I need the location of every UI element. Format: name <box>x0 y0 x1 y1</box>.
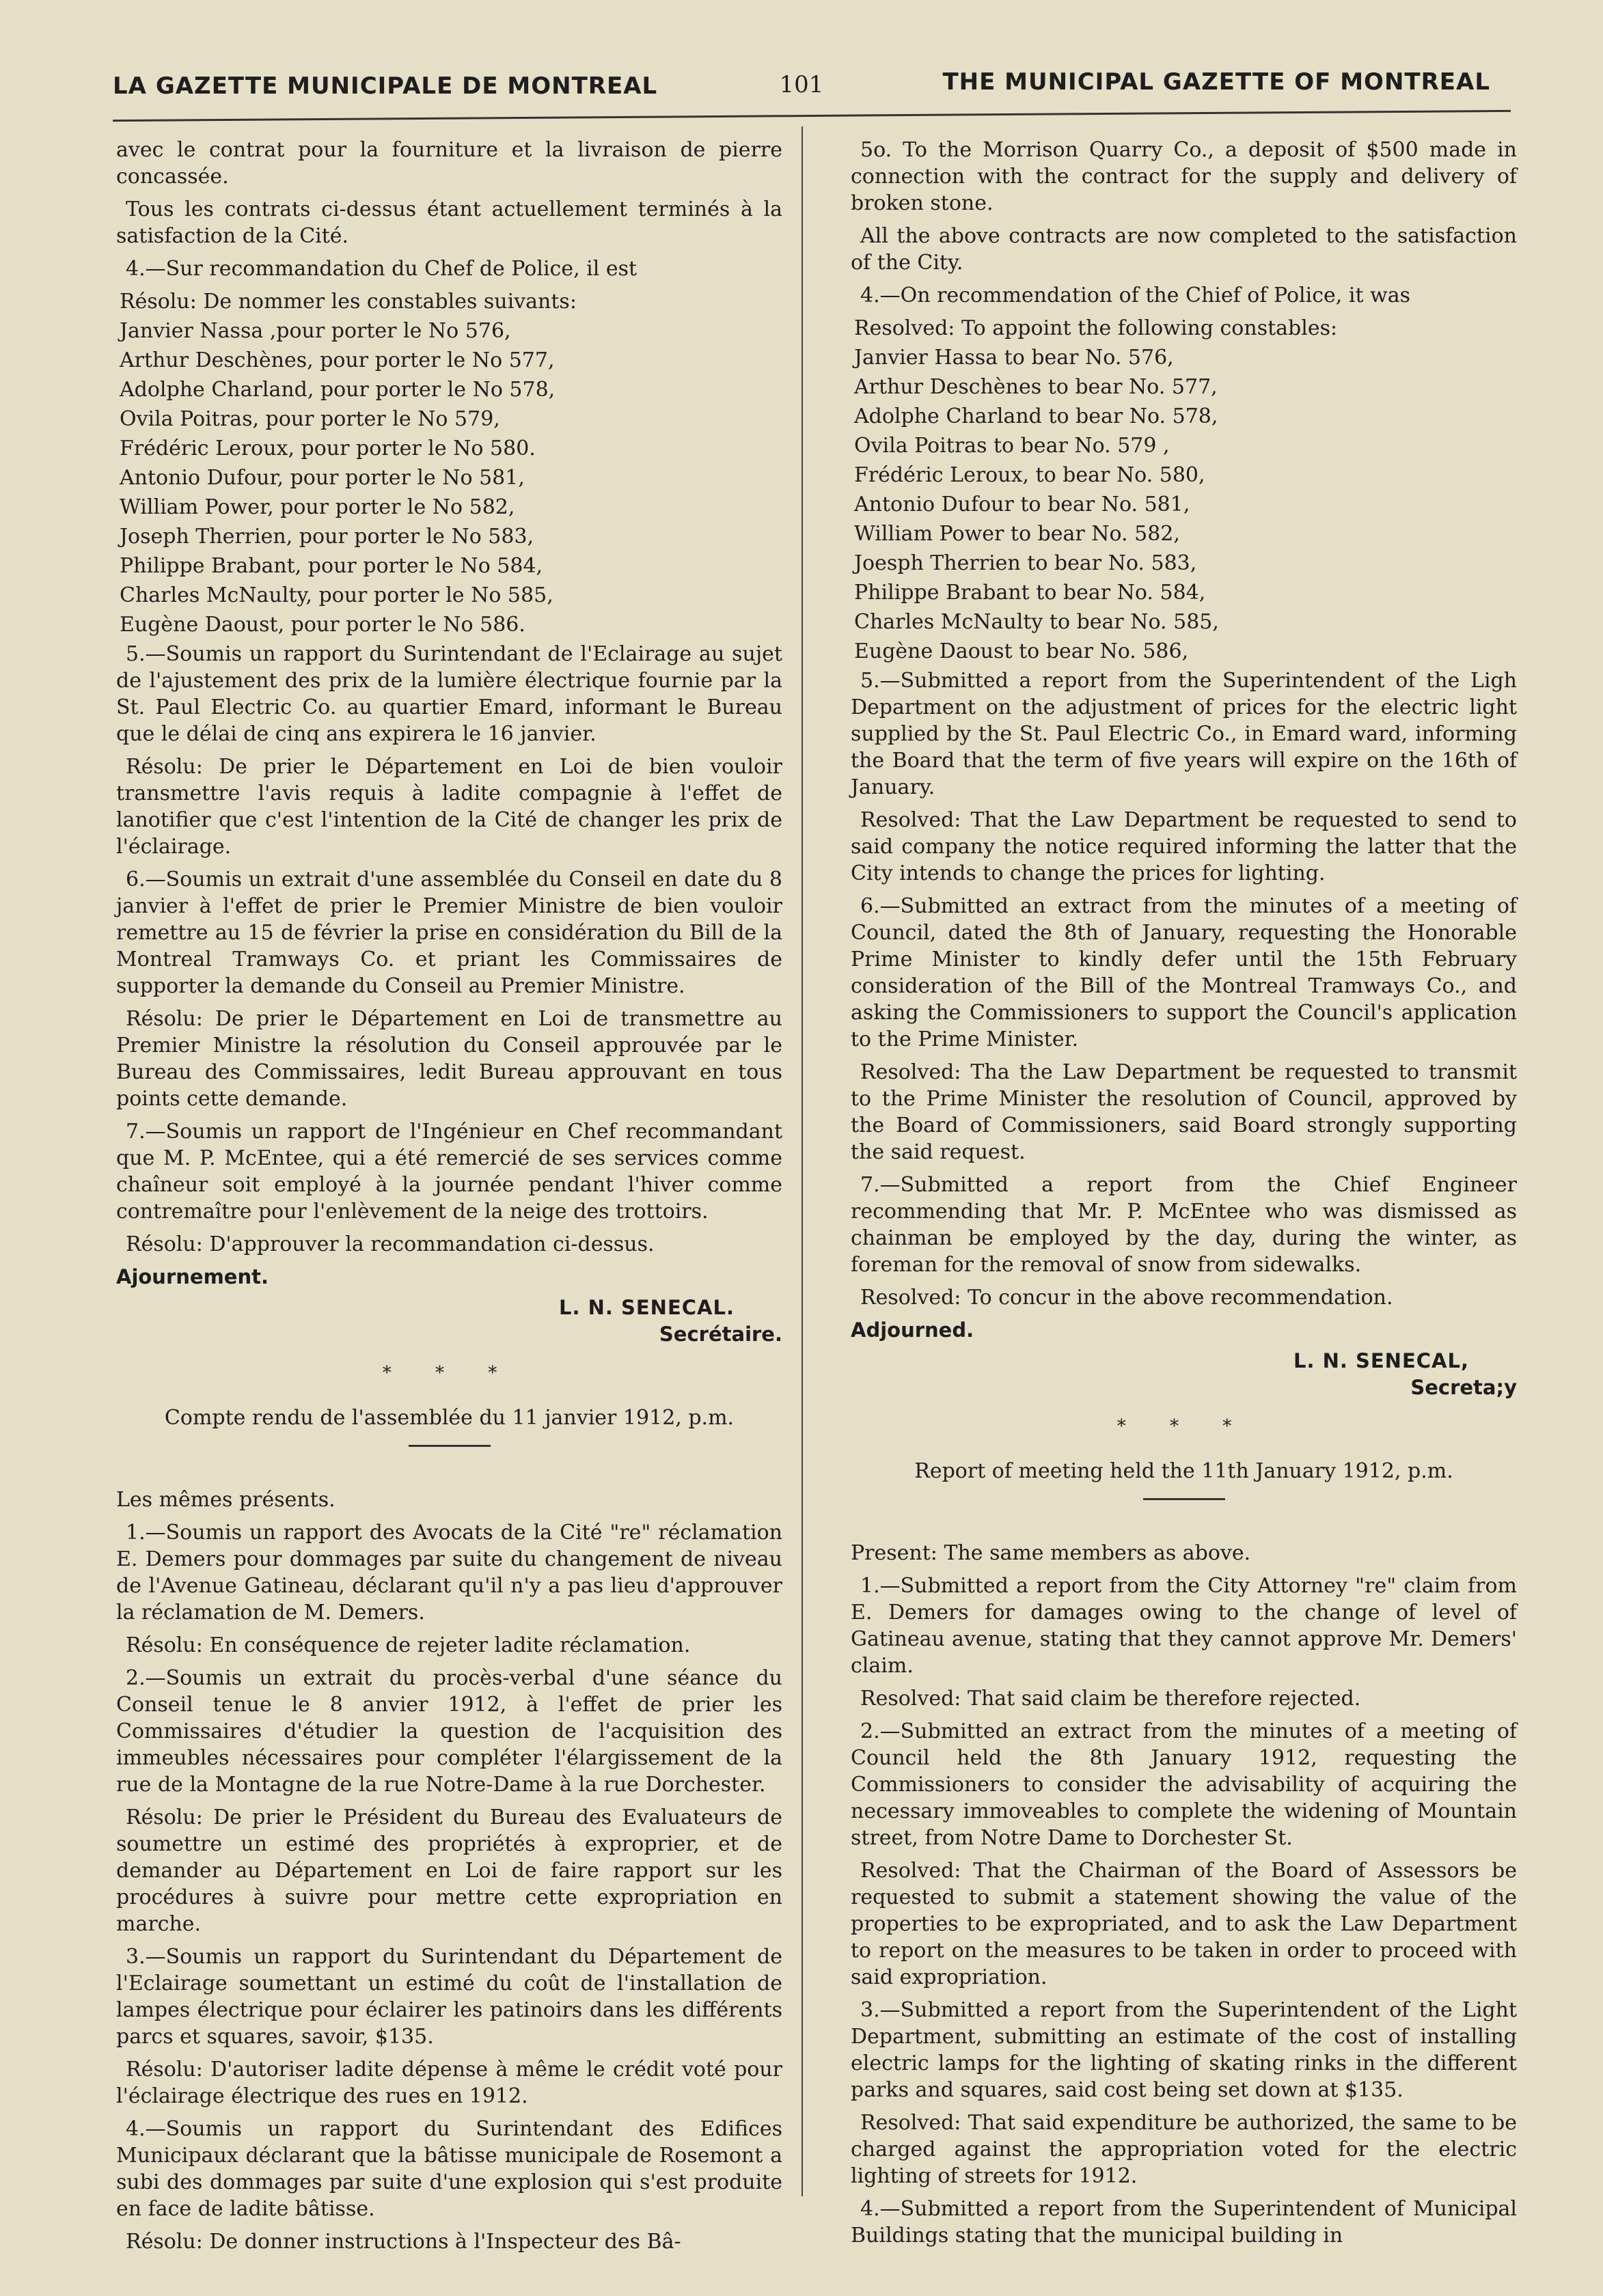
en-report-title: Report of meeting held the 11th January 1912, p.m. <box>914 1459 1453 1483</box>
fr-signature <box>116 1295 782 1348</box>
fr-resolution: Résolu: De donner instructions à l'Inspecteur des Bâ- <box>126 2230 681 2254</box>
fr-constable: Frédéric Leroux, pour porter le No 580. <box>120 437 536 460</box>
fr-constable: Janvier Nassa ,pour porter le No 576, <box>120 319 511 343</box>
en-present: Present: The same members as above. <box>851 1541 1251 1565</box>
fr-paragraph: Tous les contrats ci-dessus étant actuellement terminés à la satisfaction de la Cité. <box>116 197 782 248</box>
fr-paragraph: 6.—Soumis un extrait d'une assemblée du Conseil en date du 8 janvier à l'effet de prier le Premier Ministre de bien vouloir remettre au 15 de février la prise en considération du Bill de la Montreal Tramways Co. et priant les Commissaires de supporter la demande du Conseil au Premier Ministre. <box>116 868 782 998</box>
en-paragraph: 1.—Submitted a report from the City Attorney "re" claim from E. Demers for damages owing to the change of level of Gatineau avenue, stating that they cannot approve Mr. Demers' claim. <box>851 1574 1517 1678</box>
en-signature-title: Secreta;y <box>1410 1376 1517 1399</box>
fr-paragraph: 5.—Soumis un rapport du Surintendant de l'Eclairage au sujet de l'ajustement des prix de la lumière électrique fournie par la St. Paul Electric Co. au quartier Emard, informant le Bureau que le délai de cinq ans expirera le 16 janvier. <box>116 642 782 746</box>
en-short-rule <box>1143 1498 1225 1500</box>
fr-resolution: Résolu: De prier le Président du Bureau des Evaluateurs de soumettre un estimé des propriétés à exproprier, et de demander au Département en Loi de faire rapport sur les procédures à suivre pour mettre cette expropriation en marche. <box>116 1806 782 1936</box>
fr-paragraph: 3.—Soumis un rapport du Surintendant du Département de l'Eclairage soumettant un estimé du coût de l'installation de lampes électrique pour éclairer les patinoirs dans les différents parcs et squares, savoir, $135. <box>116 1945 782 2049</box>
en-adjournment: Adjourned. <box>851 1318 974 1342</box>
en-resolution: Resolved: Tha the Law Department be requested to transmit to the Prime Minister the resolution of Council, approved by the Board of Commissioners, said Board strongly supporting the said request. <box>851 1060 1517 1164</box>
column-divider <box>802 126 803 2196</box>
fr-constable: Philippe Brabant, pour porter le No 584, <box>120 554 543 578</box>
en-paragraph: 2.—Submitted an extract from the minutes of a meeting of Council held the 8th January 1912, requesting the Commissioners to consider the advisability of acquiring the necessary immoveables to complete the widening of Mountain street, from Notre Dame to Dorchester St. <box>851 1719 1517 1850</box>
en-resolution: Resolved: That the Law Department be requested to send to said company the notice required informing the latter that the City intends to change the prices for lighting. <box>851 808 1517 885</box>
fr-paragraph: 1.—Soumis un rapport des Avocats de la Cité "re" réclamation E. Demers pour dommages par suite du changement de niveau de l'Avenue Gatineau, déclarant qu'il n'y a pas lieu d'approuver la réclamation de M. Demers. <box>116 1521 782 1624</box>
en-resolution: Resolved: That said claim be therefore rejected. <box>860 1687 1361 1711</box>
page-number: 101 <box>779 71 824 98</box>
en-constable: Janvier Hassa to bear No. 576, <box>854 346 1174 370</box>
en-paragraph: 3.—Submitted a report from the Superintendent of the Light Department, submitting an estimate of the cost of installing electric lamps for the lighting of skating rinks in the different parks and squares, said cost being set down at $135. <box>851 1998 1517 2102</box>
fr-resolution: Résolu: D'approuver la recommandation ci-dessus. <box>126 1232 655 1256</box>
en-constable: Ovila Poitras to bear No. 579 , <box>854 434 1170 458</box>
fr-constable: Joseph Therrien, pour porter le No 583, <box>120 525 534 549</box>
fr-constable: Ovila Poitras, pour porter le No 579, <box>120 407 500 431</box>
fr-constable: Arthur Deschènes, pour porter le No 577, <box>120 348 555 372</box>
french-column <box>116 137 782 2261</box>
fr-resolution: Résolu: En conséquence de rejeter ladite réclamation. <box>126 1633 691 1657</box>
en-signature <box>851 1348 1517 1401</box>
en-separator-stars: * * * <box>1116 1416 1251 1437</box>
fr-resolution: Résolu: De nommer les constables suivants: <box>120 290 577 314</box>
english-column <box>851 137 1517 2255</box>
fr-constable: William Power, pour porter le No 582, <box>120 495 515 519</box>
fr-paragraph: 4.—Sur recommandation du Chef de Police, il est <box>126 257 638 281</box>
en-constable: Joesph Therrien to bear No. 583, <box>854 551 1197 575</box>
fr-signature-title: Secrétaire. <box>659 1323 782 1346</box>
en-signature-name: L. N. SENECAL, <box>1293 1349 1469 1372</box>
header-french-title: LA GAZETTE MUNICIPALE DE MONTREAL <box>113 72 658 100</box>
fr-signature-name: L. N. SENECAL. <box>559 1296 735 1319</box>
en-constable: Arthur Deschènes to bear No. 577, <box>854 375 1218 399</box>
en-paragraph: All the above contracts are now completed to the satisfaction of the City. <box>851 224 1517 275</box>
en-paragraph: 4.—On recommendation of the Chief of Police, it was <box>860 283 1410 307</box>
en-constable: Philippe Brabant to bear No. 584, <box>854 581 1206 605</box>
fr-present: Les mêmes présents. <box>116 1488 335 1512</box>
fr-resolution: Résolu: D'autoriser ladite dépense à même le crédit voté pour l'éclairage électrique des rues en 1912. <box>116 2058 782 2108</box>
fr-paragraph: 2.—Soumis un extrait du procès-verbal d'une séance du Conseil tenue le 8 anvier 1912, à l'effet de prier les Commissaires d'étudier la question de l'acquisition des immeubles nécessaires pour compléter l'élargissement de la rue de la Montagne de la rue Notre-Dame à la rue Dorchester. <box>116 1666 782 1797</box>
fr-separator-stars: * * * <box>382 1363 517 1383</box>
fr-constable: Antonio Dufour, pour porter le No 581, <box>120 466 525 490</box>
en-resolution: Resolved: To concur in the above recommendation. <box>860 1286 1393 1310</box>
en-constable: Eugène Daoust to bear No. 586, <box>854 639 1189 663</box>
fr-resolution: Résolu: De prier le Département en Loi de bien vouloir transmettre l'avis requis à ladite compagnie à l'effet de lanotifier que c'est l'intention de la Cité de changer les prix de l'éclairage. <box>116 755 782 859</box>
fr-constable: Eugène Daoust, pour porter le No 586. <box>120 613 525 637</box>
en-resolution: Resolved: That the Chairman of the Board of Assessors be requested to submit a statement showing the value of the properties to be expropriated, and to ask the Law Department to report on the measures to be taken in order to proceed with said expropriation. <box>851 1859 1517 1989</box>
fr-constable: Adolphe Charland, pour porter le No 578, <box>120 378 556 402</box>
en-paragraph: 5o. To the Morrison Quarry Co., a deposit of $500 made in connection with the contract for the supply and delivery of broken stone. <box>851 138 1517 215</box>
en-constable: Frédéric Leroux, to bear No. 580, <box>854 463 1205 487</box>
fr-report-title: Compte rendu de l'assemblée du 11 janvier 1912, p.m. <box>164 1406 735 1430</box>
en-paragraph: 5.—Submitted a report from the Superintendent of the Ligh Department on the adjustment of prices for the electric light supplied by the St. Paul Electric Co., in Emard ward, informing the Board that the term of five years will expire on the 16th of January. <box>851 669 1517 799</box>
en-constable: William Power to bear No. 582, <box>854 522 1180 546</box>
fr-adjournment: Ajournement. <box>116 1265 269 1288</box>
fr-paragraph: 4.—Soumis un rapport du Surintendant des Edifices Municipaux déclarant que la bâtisse municipale de Rosemont a subi des dommages par suite d'une explosion qui s'est produite en face de ladite bâtisse. <box>116 2117 782 2221</box>
en-resolution: Resolved: That said expenditure be authorized, the same to be charged against the appropriation voted for the electric lighting of streets for 1912. <box>851 2111 1517 2188</box>
en-paragraph: 6.—Submitted an extract from the minutes of a meeting of Council, dated the 8th of January, requesting the Honorable Prime Minister to kindly defer until the 15th February consideration of the Bill of the Montreal Tramways Co., and asking the Commissioners to support the Council's application to the Prime Minister. <box>851 894 1517 1051</box>
fr-paragraph: 7.—Soumis un rapport de l'Ingénieur en Chef recommandant que M. P. McEntee, qui a été remercié de ses services comme chaîneur soit employé à la journée pendant l'hiver comme contremaître pour l'enlèvement de la neige des trottoirs. <box>116 1120 782 1223</box>
fr-short-rule <box>409 1445 491 1447</box>
en-constable: Antonio Dufour to bear No. 581, <box>854 493 1190 516</box>
header-english-title: THE MUNICIPAL GAZETTE OF MONTREAL <box>942 68 1490 96</box>
fr-constable: Charles McNaulty, pour porter le No 585, <box>120 583 553 607</box>
fr-paragraph: avec le contrat pour la fourniture et la livraison de pierre concassée. <box>116 138 782 189</box>
en-resolution: Resolved: To appoint the following constables: <box>854 316 1338 340</box>
en-paragraph: 7.—Submitted a report from the Chief Engineer recommending that Mr. P. McEntee who was dismissed as chainman be employed by the day, during the winter, as foreman for the removal of snow from sidewalks. <box>851 1173 1517 1277</box>
page-header <box>113 68 1490 116</box>
en-constable: Charles McNaulty to bear No. 585, <box>854 610 1219 634</box>
en-paragraph: 4.—Submitted a report from the Superintendent of Municipal Buildings stating that the municipal building in <box>851 2197 1517 2247</box>
fr-resolution: Résolu: De prier le Département en Loi de transmettre au Premier Ministre la résolution du Conseil approuvée par le Bureau des Commissaires, ledit Bureau approuvant en tous points cette demande. <box>116 1007 782 1111</box>
en-constable: Adolphe Charland to bear No. 578, <box>854 404 1218 428</box>
